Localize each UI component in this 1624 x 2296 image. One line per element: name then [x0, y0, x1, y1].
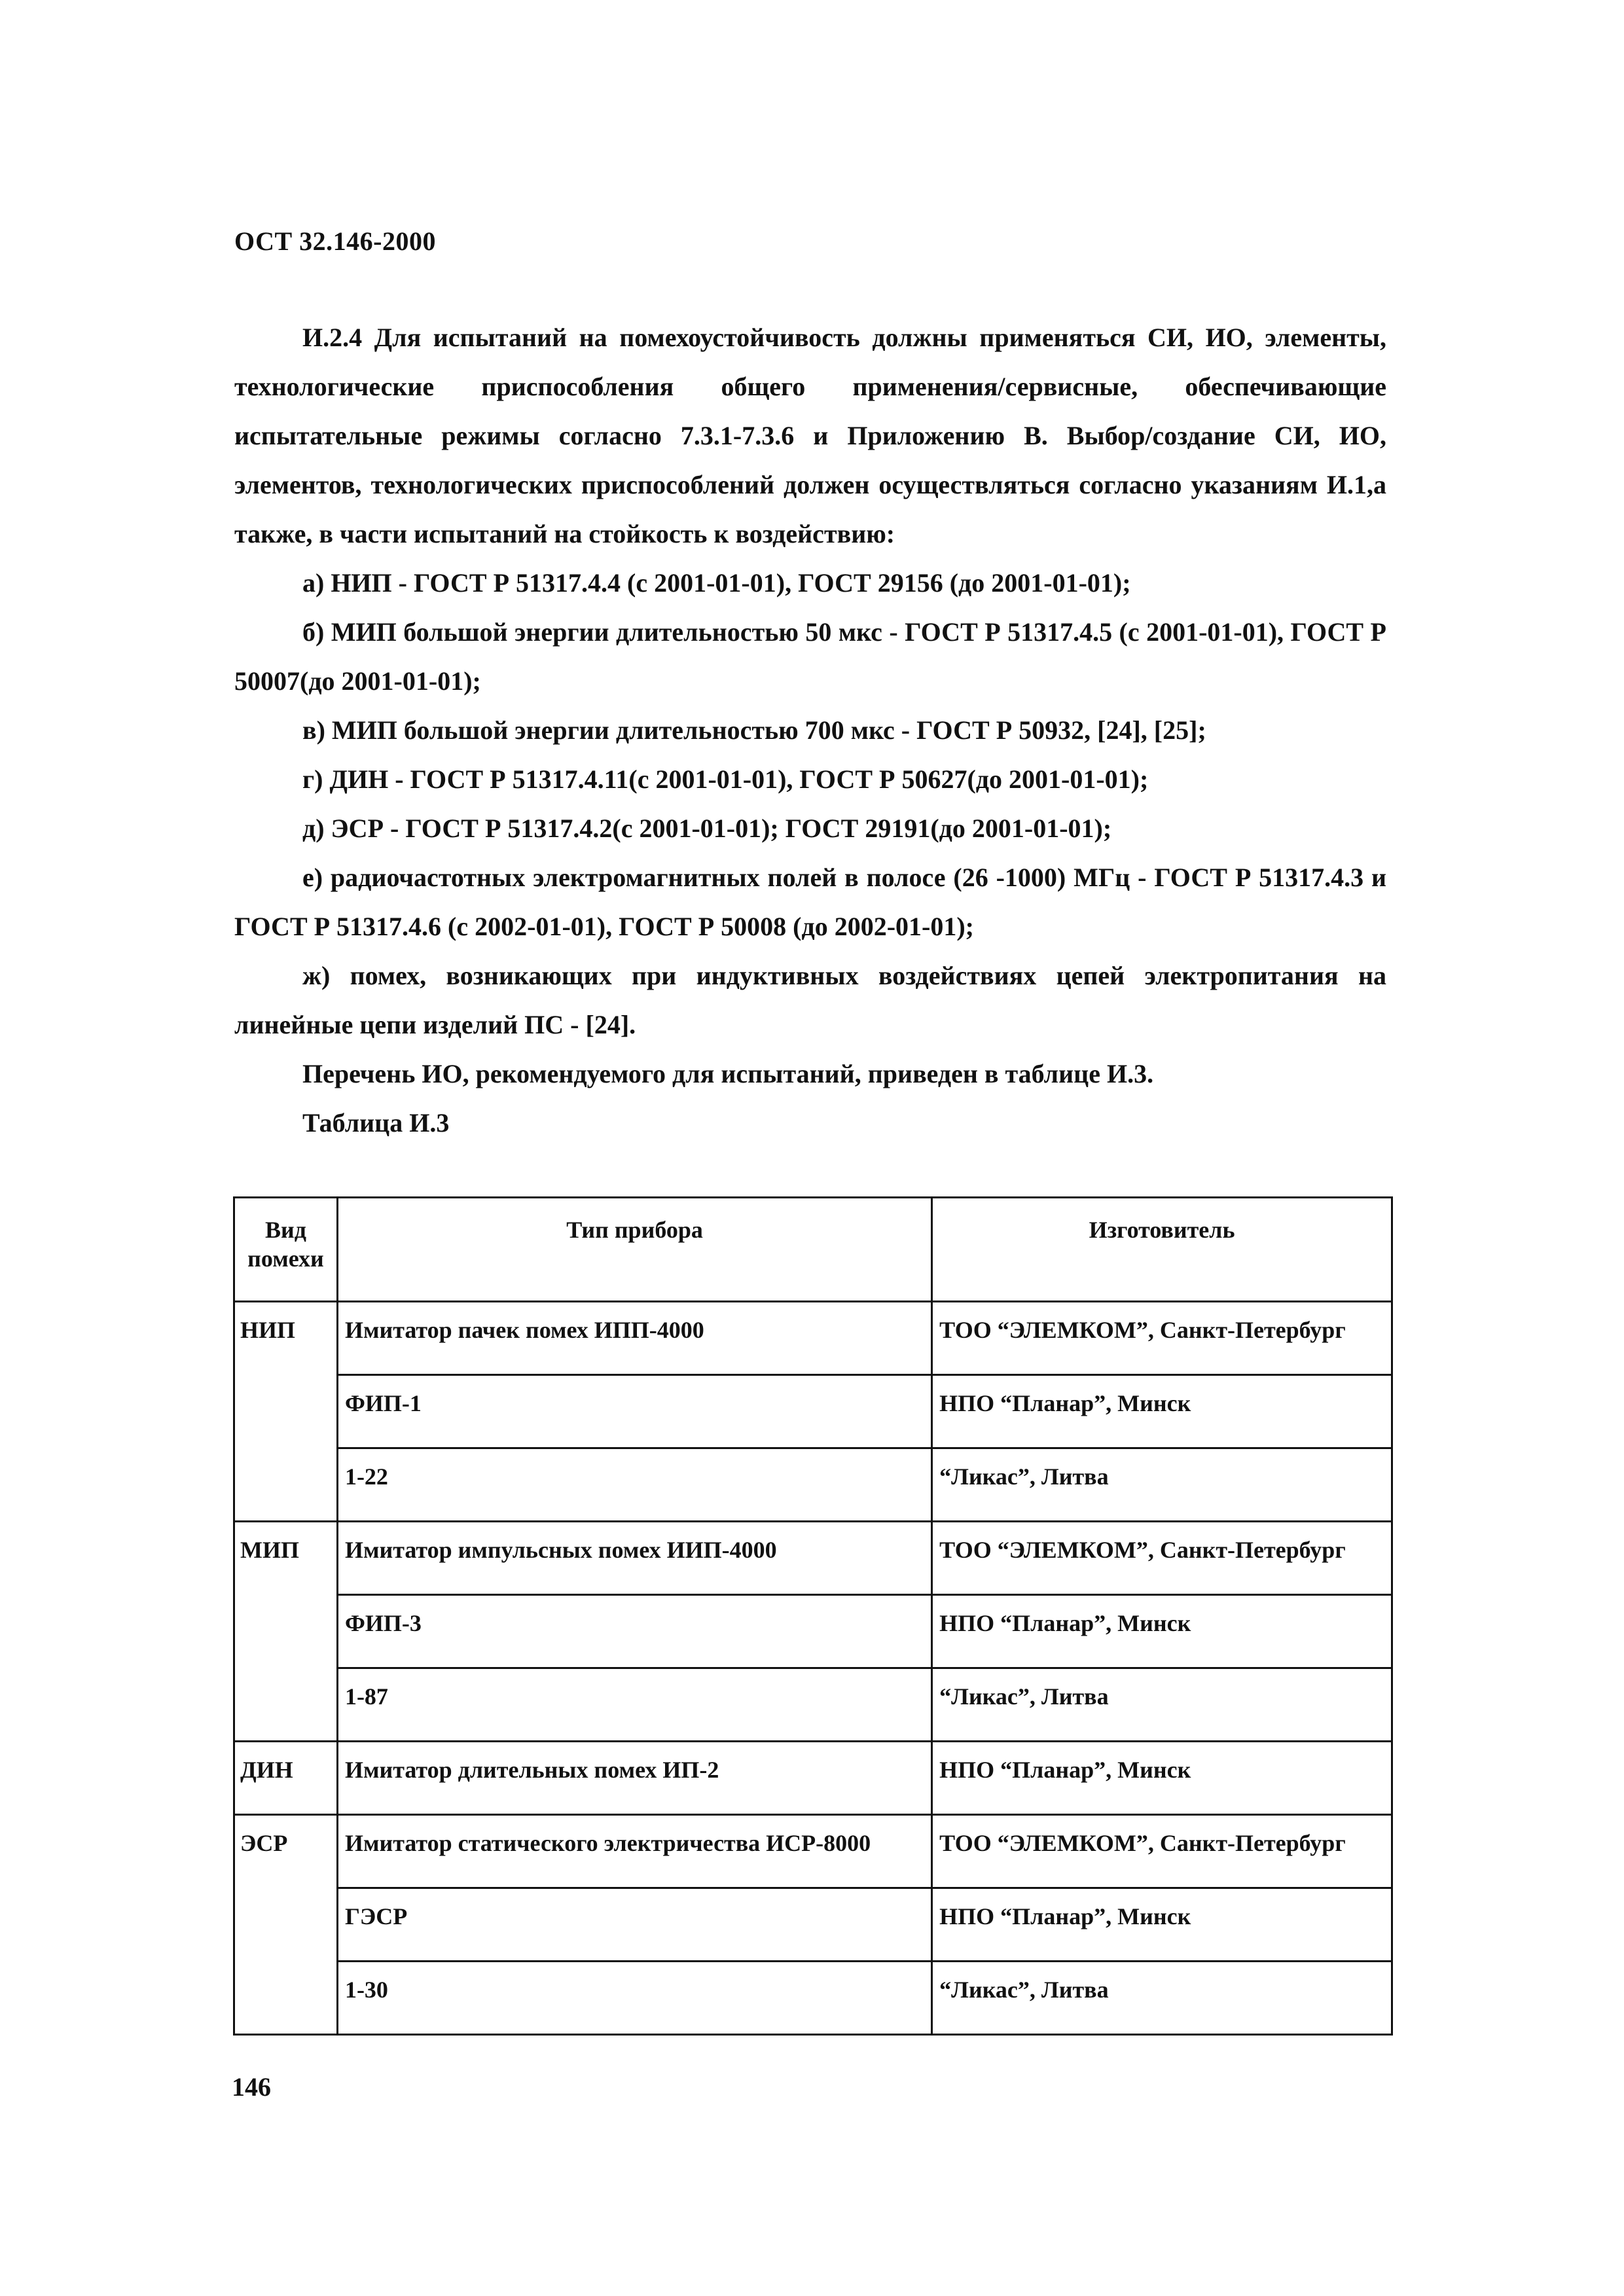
kind-cell: НИП [234, 1302, 338, 1522]
type-cell: ФИП-1 [337, 1375, 931, 1448]
type-cell: 1-22 [337, 1448, 931, 1522]
type-cell: ГЭСР [337, 1888, 931, 1962]
equipment-table [233, 1196, 1393, 2036]
table-row [234, 1302, 1392, 1375]
type-cell: Имитатор статического электричества ИСР-8000 [337, 1815, 931, 1888]
header-type: Тип прибора [337, 1198, 931, 1302]
kind-cell: МИП [234, 1522, 338, 1742]
table-row [234, 1448, 1392, 1522]
table-caption: Таблица И.3 [302, 1108, 450, 1138]
header-kind: Вид помехи [234, 1198, 338, 1302]
kind-cell: ДИН [234, 1742, 338, 1815]
type-cell: 1-87 [337, 1668, 931, 1742]
body-text [234, 313, 1386, 1147]
type-cell: Имитатор длительных помех ИП-2 [337, 1742, 931, 1815]
list-item-a: а) НИП - ГОСТ Р 51317.4.4 (с 2001-01-01), ГОСТ 29156 (до 2001-01-01); [302, 568, 1131, 598]
maker-cell: “Ликас”, Литва [932, 1668, 1392, 1742]
header-maker: Изготовитель [932, 1198, 1392, 1302]
table-row [234, 1375, 1392, 1448]
document-code: ОСТ 32.146-2000 [234, 226, 436, 256]
maker-cell: ТОО “ЭЛЕМКОМ”, Санкт-Петербург [932, 1522, 1392, 1595]
maker-cell: НПО “Планар”, Минск [932, 1375, 1392, 1448]
type-cell: Имитатор пачек помех ИПП-4000 [337, 1302, 931, 1375]
maker-cell: “Ликас”, Литва [932, 1962, 1392, 2035]
list-item-zh: ж) помех, возникающих при индуктивных воздействиях цепей электропитания на линейные цепи изделий ПС - [24]. [234, 961, 1386, 1039]
list-item-g: г) ДИН - ГОСТ Р 51317.4.11(с 2001-01-01), ГОСТ Р 50627(до 2001-01-01); [302, 764, 1149, 794]
table-row [234, 1595, 1392, 1668]
kind-cell: ЭСР [234, 1815, 338, 2035]
table-row [234, 1742, 1392, 1815]
maker-cell: НПО “Планар”, Минск [932, 1888, 1392, 1962]
table-row [234, 1888, 1392, 1962]
table-header-row [234, 1198, 1392, 1302]
type-cell: Имитатор импульсных помех ИИП-4000 [337, 1522, 931, 1595]
list-item-v: в) МИП большой энергии длительностью 700 мкс - ГОСТ Р 50932, [24], [25]; [302, 715, 1206, 745]
table-row [234, 1522, 1392, 1595]
maker-cell: ТОО “ЭЛЕМКОМ”, Санкт-Петербург [932, 1815, 1392, 1888]
table-row [234, 1668, 1392, 1742]
maker-cell: “Ликас”, Литва [932, 1448, 1392, 1522]
list-item-e: е) радиочастотных электромагнитных полей в полосе (26 -1000) МГц - ГОСТ Р 51317.4.3 и ГОСТ Р 51317.4.6 (с 2002-01-01), ГОСТ Р 50008 (до 2002-01-01); [234, 863, 1386, 941]
maker-cell: НПО “Планар”, Минск [932, 1595, 1392, 1668]
table-row [234, 1815, 1392, 1888]
page-number: 146 [232, 2072, 271, 2102]
type-cell: ФИП-3 [337, 1595, 931, 1668]
list-item-d: д) ЭСР - ГОСТ Р 51317.4.2(с 2001-01-01); ГОСТ 29191(до 2001-01-01); [302, 814, 1112, 843]
table-row [234, 1962, 1392, 2035]
maker-cell: ТОО “ЭЛЕМКОМ”, Санкт-Петербург [932, 1302, 1392, 1375]
maker-cell: НПО “Планар”, Минск [932, 1742, 1392, 1815]
list-item-b: б) МИП большой энергии длительностью 50 мкс - ГОСТ Р 51317.4.5 (с 2001-01-01), ГОСТ Р 50007(до 2001-01-01); [234, 617, 1386, 696]
paragraph-i-2-4: И.2.4 Для испытаний на помехоустойчивость должны применяться СИ, ИО, элементы, технологические приспособления общего применения/сервисные, обеспечивающие испытательные режимы согласно 7.3.1-7.3.6 и Приложению В. Выбор/создание СИ, ИО, элементов, технологических приспособлений должен осуществляться согласно указаниям И.1,а также, в части испытаний на стойкость к воздействию: [234, 323, 1386, 548]
table-reference-text: Перечень ИО, рекомендуемого для испытаний, приведен в таблице И.3. [302, 1059, 1154, 1088]
type-cell: 1-30 [337, 1962, 931, 2035]
